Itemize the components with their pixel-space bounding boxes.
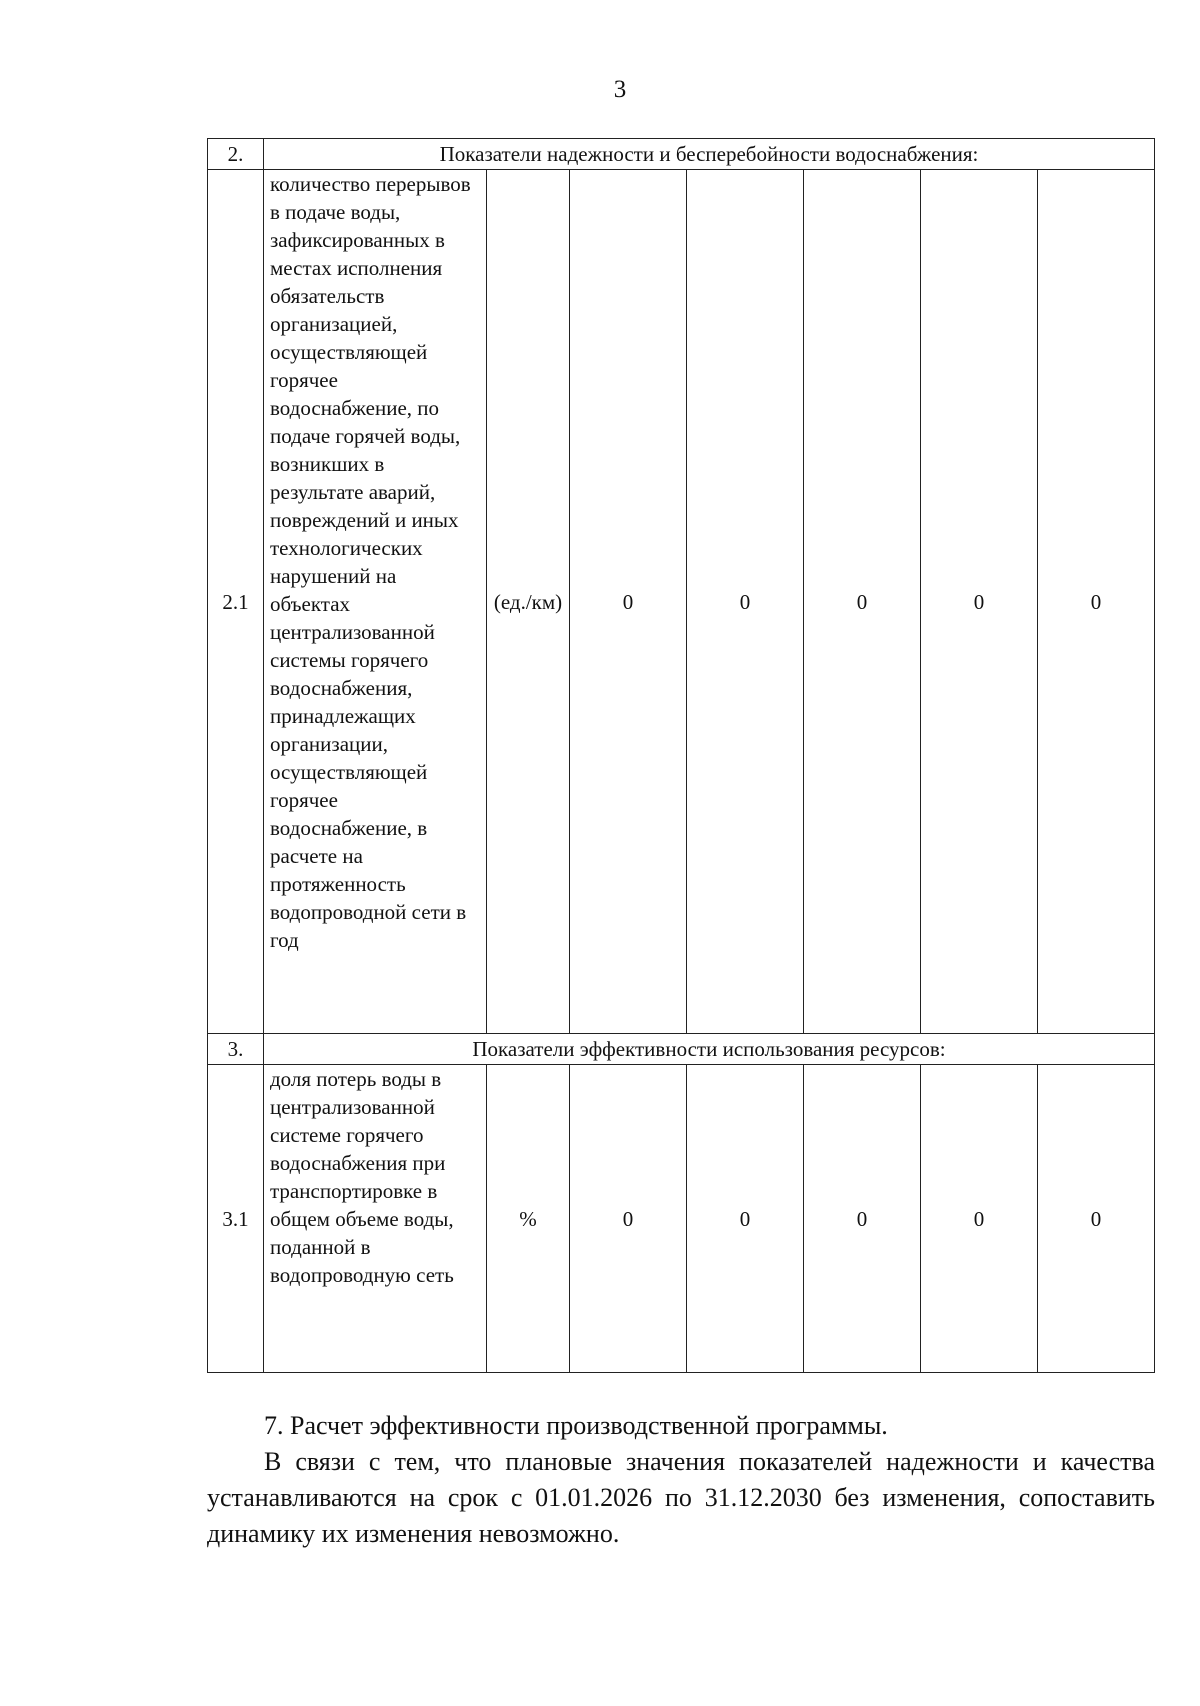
body-text (207, 1408, 1155, 1552)
row-unit: % (487, 1065, 570, 1373)
row-value: 0 (1038, 1065, 1155, 1373)
indicators-table (207, 138, 1155, 1373)
section-header-row (208, 1034, 1155, 1065)
paragraph: В связи с тем, что плановые значения показателей надежности и качества устанавливаются на срок с 01.01.2026 по 31.12.2030 без изменения, сопоставить динамику их изменения невозможно. (207, 1447, 1155, 1548)
row-value: 0 (804, 170, 921, 1034)
section-title: Показатели надежности и бесперебойности водоснабжения: (264, 139, 1155, 170)
page-number: 3 (613, 76, 627, 103)
row-number: 2.1 (208, 170, 264, 1034)
section-number: 2. (208, 139, 264, 170)
row-value: 0 (570, 170, 687, 1034)
row-value: 0 (1038, 170, 1155, 1034)
section-number: 3. (208, 1034, 264, 1065)
section-title: Показатели эффективности использования ресурсов: (264, 1034, 1155, 1065)
row-unit: (ед./км) (487, 170, 570, 1034)
row-value: 0 (687, 1065, 804, 1373)
row-value: 0 (570, 1065, 687, 1373)
row-description: количество перерывов в подаче воды, зафиксированных в местах исполнения обязательств организацией, осуществляющей горячее водоснабжение, по подаче горячей воды, возникших в результате аварий, повреждений и иных технологических нарушений на объектах централизованной системы горячего водоснабжения, принадлежащих организации, осуществляющей горячее водоснабжение, в расчете на протяженность водопроводной сети в год (264, 170, 487, 1034)
row-value: 0 (921, 170, 1038, 1034)
row-value: 0 (804, 1065, 921, 1373)
row-number: 3.1 (208, 1065, 264, 1373)
table-row (208, 1065, 1155, 1373)
section-header-row (208, 139, 1155, 170)
section-heading: 7. Расчет эффективности производственной программы. (264, 1411, 888, 1440)
row-value: 0 (921, 1065, 1038, 1373)
row-value: 0 (687, 170, 804, 1034)
row-description: доля потерь воды в централизованной системе горячего водоснабжения при транспортировке в общем объеме воды, поданной в водопроводную сеть (264, 1065, 487, 1373)
table-row (208, 170, 1155, 1034)
